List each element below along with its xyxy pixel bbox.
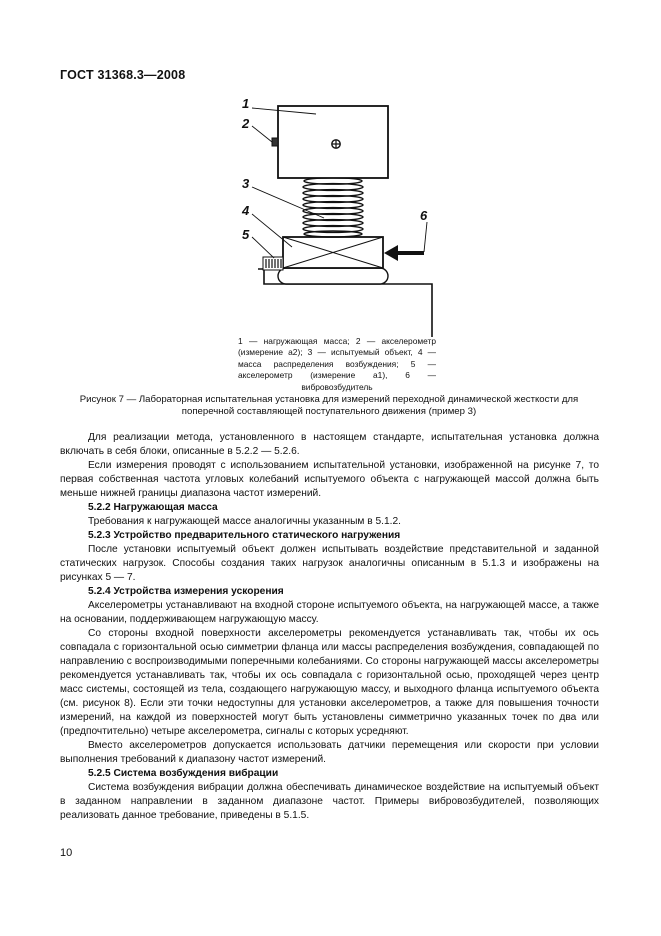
section-heading-5-2-4: 5.2.4 Устройства измерения ускорения [88,586,284,597]
document-header: ГОСТ 31368.3—2008 [60,68,186,82]
label-4: 4 [242,203,250,218]
paragraph: Для реализации метода, установленного в настоящем стандарте, испытательная установка должна включать в себя блоки, описанные в 5.2.2 — 5.2.6. [60,432,599,457]
paragraph: Со стороны входной поверхности акселерометры рекомендуется устанавливать так, чтобы их ось совпадала с горизонтальной осью симметрии фланца или массы распределения возбуждения, совпадающей по направлению с воспроизводимыми поперечными колебаниями. Со стороны нагружающей массы акселерометры рекомендуется устанавливать так, чтобы их ось совпадала с горизонтальной осью, проходящей через центр масс системы, состоящей из тела, создающего нагружающую массу, и выходного фланца испытуемого объекта (см. рисунок 8). Если эти точки недоступны для установки акселерометров, а также для повышения точности измерений, на каждой из поверхностей могут быть установлены симметрично указанных точек по два или (предпочтительно) четыре акселерометра, сигналы с которых усредняют. [60,628,599,737]
vibration-exciter-arrow [384,245,424,261]
test-rig-figure [228,92,438,337]
accelerometer-a2 [272,138,278,146]
paragraph: Вместо акселерометров допускается использовать датчики перемещения или скорости при условии выполнения требований к диапазону частот измерений. [60,740,599,765]
paragraph: Акселерометры устанавливают на входной стороне испытуемого объекта, на нагружающей массе, а также на основании, поддерживающем нагружающую массу. [60,600,599,625]
section-heading-5-2-3: 5.2.3 Устройство предварительного статического нагружения [88,530,401,541]
figure-caption: Рисунок 7 — Лабораторная испытательная установка для измерений переходной динамической жесткости для поперечной составляющей поступательного движения (пример 3) [79,394,579,418]
label-2: 2 [242,116,250,131]
rubber-pad [278,268,388,284]
page-number: 10 [60,847,73,859]
accelerometer-a1 [263,257,283,270]
section-heading-5-2-5: 5.2.5 Система возбуждения вибрации [88,768,279,779]
spring-test-object [303,178,363,237]
figure-legend: 1 — нагружающая масса; 2 — акселерометр (измерение a2); 3 — испытуемый объект, 4 — масса распределения возбуждения; 5 — акселерометр (измерение a1), 6 — вибровозбудитель [238,336,436,392]
label-1: 1 [242,96,250,111]
label-3: 3 [242,176,250,191]
body-text [60,431,599,823]
paragraph: Система возбуждения вибрации должна обеспечивать динамическое воздействие на испытуемый объект в заданном направлении в заданном диапазоне частот. Примеры вибровозбудителей, позволяющих реализовать данное требование, приведены в 5.1.5. [60,782,599,821]
paragraph: После установки испытуемый объект должен испытывать воздействие представительной и заданной статических нагрузок. Способы создания таких нагрузок аналогичны описанным в 5.1.3 и изображены на рисунках 5 — 7. [60,544,599,583]
paragraph: Если измерения проводят с использованием испытательной установки, изображенной на рисунке 7, то первая собственная частота угловых колебаний испытуемого объекта с нагружающей массой должна быть меньше нижней границы диапазона частот измерений. [60,460,599,499]
label-6: 6 [420,208,428,223]
label-5: 5 [242,227,250,242]
paragraph: Требования к нагружающей массе аналогичны указанным в 5.1.2. [88,516,401,527]
section-heading-5-2-2: 5.2.2 Нагружающая масса [88,502,218,513]
